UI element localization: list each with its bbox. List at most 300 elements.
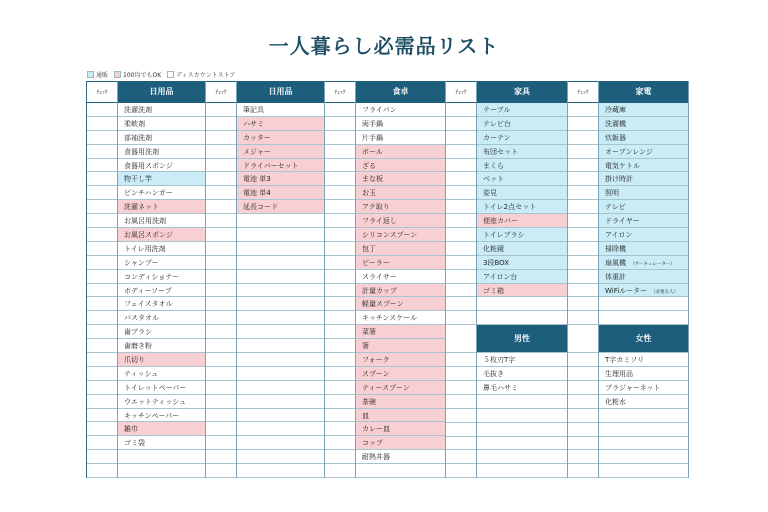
item-label: ざる	[362, 161, 376, 170]
list-item	[356, 353, 445, 367]
list-item	[118, 436, 205, 450]
check-box-cell[interactable]	[206, 325, 236, 339]
legend-white-swatch	[167, 71, 174, 78]
check-box-cell[interactable]	[87, 159, 117, 173]
check-box-cell[interactable]	[206, 172, 236, 186]
check-box-cell[interactable]	[206, 256, 236, 270]
list-item	[356, 131, 445, 145]
legend-pink-label: 100均でもOK	[123, 72, 162, 79]
list-item	[118, 117, 205, 131]
item-label: ゴミ箱	[483, 286, 504, 295]
list-item	[599, 256, 688, 270]
item-label: シリコンスプーン	[362, 231, 418, 240]
check-box-cell[interactable]	[568, 103, 598, 117]
check-box-cell[interactable]	[87, 325, 117, 339]
check-box-cell[interactable]	[446, 381, 476, 395]
list-item	[237, 214, 324, 228]
legend-pink	[114, 70, 161, 79]
list-item	[477, 409, 567, 423]
item-label: 毛抜き	[483, 370, 504, 379]
item-label: 化粧鏡	[483, 244, 504, 253]
list-item	[356, 145, 445, 159]
check-box-cell[interactable]	[568, 242, 598, 256]
column-group-2	[325, 81, 446, 478]
item-label: 掃除機	[605, 244, 626, 253]
item-label: 部袖洗剤	[124, 133, 152, 142]
list-item	[237, 367, 324, 381]
list-item	[237, 339, 324, 353]
item-label: フォーク	[362, 356, 390, 365]
item-label: 延長コード	[243, 203, 278, 212]
list-item	[599, 200, 688, 214]
check-header: ﾁｪｯｸ	[568, 81, 598, 103]
check-box-cell[interactable]	[87, 131, 117, 145]
check-box-cell[interactable]	[446, 117, 476, 131]
check-box-cell[interactable]	[568, 172, 598, 186]
check-box-cell[interactable]	[325, 186, 355, 200]
list-item	[477, 423, 567, 437]
check-box-cell[interactable]	[87, 228, 117, 242]
item-label: フライパン	[362, 106, 397, 114]
list-item	[356, 436, 445, 450]
check-box-cell[interactable]	[325, 242, 355, 256]
list-item	[477, 117, 567, 131]
list-item	[118, 297, 205, 311]
list-item	[237, 409, 324, 423]
check-box-cell[interactable]	[87, 270, 117, 284]
item-label: ハサミ	[243, 119, 264, 128]
item-label: コンディショナー	[124, 272, 180, 281]
check-box-cell[interactable]	[325, 117, 355, 131]
item-label: まくら	[483, 161, 504, 170]
list-item	[599, 284, 688, 298]
list-item	[599, 145, 688, 159]
list-item	[237, 159, 324, 173]
list-item	[237, 145, 324, 159]
legend	[87, 70, 235, 79]
check-box-cell[interactable]	[87, 409, 117, 423]
check-column	[206, 81, 237, 478]
check-box-cell[interactable]	[87, 395, 117, 409]
check-column	[568, 81, 599, 478]
list-item	[477, 214, 567, 228]
check-box-cell[interactable]	[87, 297, 117, 311]
check-header: ﾁｪｯｸ	[87, 81, 117, 103]
check-box-cell[interactable]	[446, 395, 476, 409]
item-label: WiFiルーター	[605, 286, 648, 295]
item-label: 体重計	[605, 272, 626, 281]
item-label: 筆記具	[243, 106, 264, 114]
item-label: コップ	[362, 439, 383, 448]
check-box-cell[interactable]	[446, 242, 476, 256]
item-column	[477, 81, 568, 478]
check-box-cell[interactable]	[568, 395, 598, 409]
list-item	[477, 284, 567, 298]
item-label: 電池 単3	[243, 175, 271, 184]
check-box-cell[interactable]	[568, 311, 598, 325]
item-label: メジャー	[243, 147, 271, 156]
list-item	[599, 297, 688, 311]
item-label: 茶碗	[362, 397, 376, 406]
list-item	[237, 228, 324, 242]
check-box-cell[interactable]	[87, 381, 117, 395]
check-box-cell[interactable]	[568, 131, 598, 145]
check-box-cell[interactable]	[87, 256, 117, 270]
check-box-cell[interactable]	[206, 422, 236, 436]
item-label: アイロン台	[483, 272, 518, 281]
check-box-cell[interactable]	[206, 436, 236, 450]
check-box-cell[interactable]	[568, 270, 598, 284]
item-label: ピーラー	[362, 258, 390, 267]
column-group-4	[568, 81, 689, 478]
check-box-cell[interactable]	[325, 297, 355, 311]
item-label: ５枚刃T字	[483, 356, 516, 365]
check-box-cell[interactable]	[325, 284, 355, 298]
item-label: 炊飯器	[605, 133, 626, 142]
item-label: 歯ブラシ	[124, 328, 152, 337]
list-item	[599, 214, 688, 228]
list-item	[118, 353, 205, 367]
check-box-cell[interactable]	[325, 159, 355, 173]
item-label: 鼻毛ハサミ	[483, 384, 518, 393]
check-box-cell[interactable]	[206, 381, 236, 395]
item-label: オーブンレンジ	[605, 147, 653, 156]
check-box-cell[interactable]	[87, 242, 117, 256]
item-column	[237, 81, 325, 478]
list-item	[477, 159, 567, 173]
check-box-cell[interactable]	[325, 311, 355, 325]
check-box-cell[interactable]	[568, 381, 598, 395]
list-item	[477, 311, 567, 325]
check-box-cell[interactable]	[568, 284, 598, 298]
check-box-cell[interactable]	[87, 117, 117, 131]
sub-check-spacer	[568, 325, 598, 353]
check-box-cell[interactable]	[206, 131, 236, 145]
list-item	[599, 242, 688, 256]
check-box-cell[interactable]	[568, 450, 598, 464]
check-box-cell[interactable]	[446, 353, 476, 367]
check-box-cell[interactable]	[446, 186, 476, 200]
check-box-cell[interactable]	[446, 367, 476, 381]
check-box-cell[interactable]	[325, 200, 355, 214]
check-box-cell[interactable]	[206, 409, 236, 423]
list-item	[477, 450, 567, 464]
check-box-cell[interactable]	[206, 464, 236, 478]
list-item	[356, 200, 445, 214]
item-label: スライサー	[362, 272, 397, 281]
check-box-cell[interactable]	[206, 311, 236, 325]
item-label: 化粧水	[605, 397, 626, 406]
check-box-cell[interactable]	[325, 131, 355, 145]
list-item	[356, 103, 445, 117]
check-box-cell[interactable]	[206, 214, 236, 228]
list-item	[477, 270, 567, 284]
check-box-cell[interactable]	[325, 381, 355, 395]
list-item	[237, 256, 324, 270]
list-item	[599, 353, 688, 367]
item-label: ピンチハンガー	[124, 189, 173, 198]
item-label: 軽量スプーン	[362, 300, 404, 309]
check-box-cell[interactable]	[568, 228, 598, 242]
list-item	[356, 297, 445, 311]
check-box-cell[interactable]	[446, 311, 476, 325]
list-item	[118, 103, 205, 117]
check-box-cell[interactable]	[568, 423, 598, 437]
check-box-cell[interactable]	[206, 297, 236, 311]
list-item	[237, 464, 324, 478]
list-item	[118, 409, 205, 423]
check-box-cell[interactable]	[568, 464, 598, 478]
item-label: カレー皿	[362, 425, 390, 434]
list-item	[118, 186, 205, 200]
check-box-cell[interactable]	[446, 464, 476, 478]
check-box-cell[interactable]	[568, 200, 598, 214]
check-box-cell[interactable]	[446, 145, 476, 159]
list-item	[477, 464, 567, 478]
check-box-cell[interactable]	[446, 423, 476, 437]
item-label: 柔軟剤	[124, 119, 145, 128]
item-label: 電気ケトル	[605, 161, 640, 170]
item-label: 照明	[605, 189, 619, 198]
item-column	[356, 81, 446, 478]
column-group-3	[446, 81, 568, 478]
list-item	[237, 242, 324, 256]
list-item	[599, 131, 688, 145]
list-item	[118, 464, 205, 478]
check-box-cell[interactable]	[446, 214, 476, 228]
item-label: スプーン	[362, 369, 390, 378]
list-item	[118, 422, 205, 436]
check-box-cell[interactable]	[325, 325, 355, 339]
list-item	[356, 172, 445, 186]
check-box-cell[interactable]	[206, 117, 236, 131]
check-box-cell[interactable]	[87, 353, 117, 367]
check-box-cell[interactable]	[325, 103, 355, 117]
check-box-cell[interactable]	[206, 270, 236, 284]
list-item	[356, 270, 445, 284]
check-box-cell[interactable]	[87, 284, 117, 298]
list-item	[237, 353, 324, 367]
check-box-cell[interactable]	[325, 339, 355, 353]
check-box-cell[interactable]	[568, 367, 598, 381]
list-item	[356, 339, 445, 353]
check-box-cell[interactable]	[206, 353, 236, 367]
list-item	[237, 131, 324, 145]
check-box-cell[interactable]	[206, 186, 236, 200]
list-item	[118, 214, 205, 228]
column-group-1	[206, 81, 325, 478]
item-label: ウエットティッシュ	[124, 397, 187, 406]
check-box-cell[interactable]	[325, 436, 355, 450]
list-item	[599, 311, 688, 325]
check-box-cell[interactable]	[206, 228, 236, 242]
check-box-cell[interactable]	[87, 422, 117, 436]
check-box-cell[interactable]	[325, 145, 355, 159]
item-label: 生理用品	[605, 370, 633, 379]
check-box-cell[interactable]	[87, 464, 117, 478]
list-item	[118, 367, 205, 381]
item-label: 食器用洗剤	[124, 147, 159, 156]
check-box-cell[interactable]	[206, 103, 236, 117]
check-box-cell[interactable]	[325, 367, 355, 381]
item-label: テーブル	[483, 106, 511, 114]
check-box-cell[interactable]	[446, 409, 476, 423]
check-box-cell[interactable]	[325, 270, 355, 284]
check-box-cell[interactable]	[87, 200, 117, 214]
list-item	[599, 464, 688, 478]
check-box-cell[interactable]	[568, 145, 598, 159]
list-item	[118, 325, 205, 339]
check-box-cell[interactable]	[446, 131, 476, 145]
sub-header: 女性	[599, 325, 688, 353]
item-label: 片手鍋	[362, 133, 383, 142]
item-label: キッチンペーパー	[124, 411, 180, 420]
column-header: 食卓	[356, 81, 445, 103]
check-box-cell[interactable]	[568, 159, 598, 173]
check-box-cell[interactable]	[446, 437, 476, 451]
check-box-cell[interactable]	[206, 145, 236, 159]
list-item	[599, 186, 688, 200]
list-item	[356, 214, 445, 228]
list-item	[237, 270, 324, 284]
check-box-cell[interactable]	[568, 214, 598, 228]
list-item	[599, 117, 688, 131]
column-group-0	[87, 81, 206, 478]
list-item	[237, 297, 324, 311]
check-box-cell[interactable]	[206, 284, 236, 298]
list-item	[237, 311, 324, 325]
list-item	[356, 159, 445, 173]
list-item	[237, 395, 324, 409]
check-box-cell[interactable]	[325, 214, 355, 228]
column-header: 日用品	[118, 81, 205, 103]
check-box-cell[interactable]	[446, 228, 476, 242]
check-box-cell[interactable]	[446, 200, 476, 214]
legend-white	[167, 70, 235, 79]
check-box-cell[interactable]	[325, 172, 355, 186]
item-label: ドライバーセット	[243, 161, 299, 170]
list-item	[356, 186, 445, 200]
list-item	[118, 131, 205, 145]
list-item	[118, 200, 205, 214]
item-label: 菜箸	[362, 328, 376, 337]
item-column	[599, 81, 689, 478]
check-box-cell[interactable]	[568, 409, 598, 423]
list-item	[237, 422, 324, 436]
item-label: ティースプーン	[362, 383, 410, 392]
check-box-cell[interactable]	[206, 367, 236, 381]
list-item	[356, 367, 445, 381]
item-label: 洗濯機	[605, 119, 626, 128]
check-box-cell[interactable]	[206, 159, 236, 173]
check-box-cell[interactable]	[446, 270, 476, 284]
check-box-cell[interactable]	[325, 256, 355, 270]
check-box-cell[interactable]	[446, 159, 476, 173]
item-label: カッター	[243, 133, 271, 142]
check-box-cell[interactable]	[446, 172, 476, 186]
check-box-cell[interactable]	[87, 450, 117, 464]
check-box-cell[interactable]	[325, 228, 355, 242]
item-label: 爪切り	[124, 356, 145, 365]
list-item	[118, 311, 205, 325]
item-label: ティッシュ	[124, 369, 159, 378]
item-label: 包丁	[362, 244, 376, 253]
item-label: ベット	[483, 175, 504, 184]
list-item	[599, 395, 688, 409]
item-label: まな板	[362, 175, 383, 184]
item-label: 扇風機	[605, 258, 626, 267]
check-box-cell[interactable]	[325, 395, 355, 409]
check-box-cell[interactable]	[325, 353, 355, 367]
item-label: フェイスタオル	[124, 300, 173, 309]
check-box-cell[interactable]	[87, 436, 117, 450]
check-box-cell[interactable]	[87, 367, 117, 381]
item-label: 食器用スポンジ	[124, 161, 173, 170]
check-box-cell[interactable]	[568, 117, 598, 131]
check-box-cell[interactable]	[568, 437, 598, 451]
check-box-cell[interactable]	[446, 103, 476, 117]
check-box-cell[interactable]	[325, 450, 355, 464]
check-box-cell[interactable]	[87, 103, 117, 117]
check-box-cell[interactable]	[446, 284, 476, 298]
check-box-cell[interactable]	[568, 256, 598, 270]
column-header: 家具	[477, 81, 567, 103]
item-label: フライ返し	[362, 217, 397, 226]
check-box-cell[interactable]	[87, 145, 117, 159]
check-box-cell[interactable]	[568, 186, 598, 200]
check-box-cell[interactable]	[87, 186, 117, 200]
item-label: 掛け時計	[605, 175, 633, 184]
item-label: 便座カバー	[483, 217, 518, 226]
check-box-cell[interactable]	[87, 214, 117, 228]
check-box-cell[interactable]	[206, 339, 236, 353]
list-item	[118, 145, 205, 159]
check-box-cell[interactable]	[446, 450, 476, 464]
list-item	[356, 311, 445, 325]
list-item	[237, 436, 324, 450]
check-box-cell[interactable]	[446, 297, 476, 311]
check-box-cell[interactable]	[87, 172, 117, 186]
check-box-cell[interactable]	[206, 450, 236, 464]
list-item	[356, 117, 445, 131]
item-label: トイレットペーパー	[124, 383, 187, 392]
list-item	[118, 450, 205, 464]
list-item	[118, 159, 205, 173]
check-box-cell[interactable]	[325, 464, 355, 478]
item-label: 冷蔵庫	[605, 106, 626, 114]
check-box-cell[interactable]	[206, 242, 236, 256]
check-box-cell[interactable]	[206, 200, 236, 214]
item-label: 物干し竿	[124, 175, 152, 184]
check-box-cell[interactable]	[325, 422, 355, 436]
legend-blue-swatch	[87, 71, 94, 78]
item-label: ドライヤー	[605, 217, 640, 226]
check-box-cell[interactable]	[568, 353, 598, 367]
check-header: ﾁｪｯｸ	[325, 81, 355, 103]
item-label: お風呂用洗剤	[124, 217, 166, 226]
check-box-cell[interactable]	[87, 311, 117, 325]
item-label: 歯磨き粉	[124, 342, 152, 351]
item-label: 布団セット	[483, 147, 518, 156]
check-box-cell[interactable]	[206, 395, 236, 409]
sub-check-spacer	[446, 325, 476, 353]
item-note: （サーキュレーター）	[630, 261, 675, 267]
check-box-cell[interactable]	[87, 339, 117, 353]
list-item	[118, 381, 205, 395]
check-box-cell[interactable]	[446, 256, 476, 270]
check-box-cell[interactable]	[325, 409, 355, 423]
check-box-cell[interactable]	[568, 297, 598, 311]
